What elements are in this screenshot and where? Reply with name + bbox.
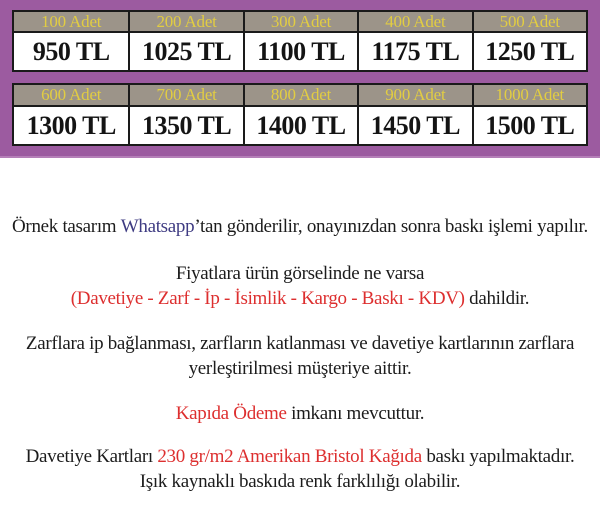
- sample-post: ’tan gönderilir, onayınızdan sonra baskı işlemi yapılır.: [194, 216, 588, 237]
- envelope-note-line1: [0, 331, 600, 356]
- paper-note: [0, 444, 600, 469]
- price-includes-line1: [0, 261, 600, 286]
- price-cell: 1400 TL: [243, 107, 357, 144]
- note-text: Işık kaynaklı baskıda renk farklılığı olabilir.: [139, 471, 461, 492]
- qty-header-cell: 500 Adet: [472, 12, 586, 33]
- qty-header-cell: 600 Adet: [14, 85, 128, 107]
- price-table-100-500: [12, 10, 588, 72]
- qty-header-cell: 100 Adet: [14, 12, 128, 33]
- price-cell: 1025 TL: [128, 33, 242, 70]
- sample-pre: Örnek tasarım: [12, 216, 121, 237]
- envelope-note-line2: [0, 356, 600, 381]
- cod-note: [0, 401, 600, 426]
- qty-header-cell: 800 Adet: [243, 85, 357, 107]
- includes-intro: Fiyatlara ürün görselinde ne varsa: [175, 263, 425, 284]
- price-banner: [0, 0, 600, 158]
- qty-header-cell: 900 Adet: [357, 85, 471, 107]
- qty-header-cell: 300 Adet: [243, 12, 357, 33]
- qty-header-cell: 200 Adet: [128, 12, 242, 33]
- price-cell: 1175 TL: [357, 33, 471, 70]
- price-includes-line2: [0, 286, 600, 311]
- color-difference-note: [0, 469, 600, 494]
- qty-header-cell: 1000 Adet: [472, 85, 586, 107]
- qty-header-cell: 700 Adet: [128, 85, 242, 107]
- product-info-text: [0, 214, 600, 494]
- qty-header-cell: 400 Adet: [357, 12, 471, 33]
- price-cell: 1450 TL: [357, 107, 471, 144]
- envelope-text1: Zarflara ip bağlanması, zarfların katlanması ve davetiye kartlarının zarflara: [25, 333, 575, 354]
- price-table-600-1000: [12, 83, 588, 146]
- cod-label: Kapıda Ödeme: [175, 403, 287, 424]
- paper-post: baskı yapılmaktadır.: [421, 446, 575, 467]
- includes-items: (Davetiye - Zarf - İp - İsimlik - Kargo - Baskı - KDV): [70, 288, 465, 309]
- price-cell: 1500 TL: [472, 107, 586, 144]
- paper-pre: Davetiye Kartları: [25, 446, 158, 467]
- cod-post: imkanı mevcuttur.: [286, 403, 425, 424]
- price-cell: 1250 TL: [472, 33, 586, 70]
- price-cell: 1300 TL: [14, 107, 128, 144]
- price-cell: 950 TL: [14, 33, 128, 70]
- whatsapp-label: Whatsapp: [120, 216, 195, 237]
- sample-design-note: [0, 214, 600, 239]
- paper-spec: 230 gr/m2 Amerikan Bristol Kağıda: [157, 446, 422, 467]
- includes-post: dahildir.: [464, 288, 530, 309]
- price-cell: 1350 TL: [128, 107, 242, 144]
- envelope-text2: yerleştirilmesi müşteriye aittir.: [188, 358, 412, 379]
- price-cell: 1100 TL: [243, 33, 357, 70]
